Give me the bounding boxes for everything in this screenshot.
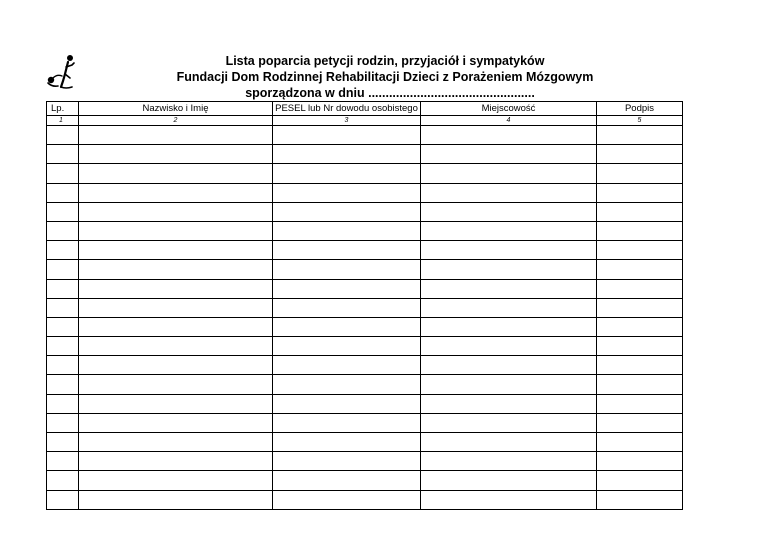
column-header-pesel: PESEL lub Nr dowodu osobistego [273, 102, 421, 116]
table-row [47, 337, 683, 356]
cell-signature[interactable] [597, 337, 683, 356]
cell-signature[interactable] [597, 202, 683, 221]
table-row [47, 413, 683, 432]
column-header-lp: Lp. [47, 102, 79, 116]
cell-lp[interactable] [47, 317, 79, 336]
cell-name[interactable] [79, 490, 273, 509]
cell-city[interactable] [421, 241, 597, 260]
table-row [47, 279, 683, 298]
cell-pesel[interactable] [273, 126, 421, 145]
cell-signature[interactable] [597, 375, 683, 394]
cell-name[interactable] [79, 337, 273, 356]
table-row [47, 241, 683, 260]
cell-pesel[interactable] [273, 433, 421, 452]
cell-pesel[interactable] [273, 394, 421, 413]
cell-name[interactable] [79, 375, 273, 394]
cell-pesel[interactable] [273, 221, 421, 240]
cell-city[interactable] [421, 164, 597, 183]
cell-lp[interactable] [47, 413, 79, 432]
cell-city[interactable] [421, 490, 597, 509]
cell-city[interactable] [421, 337, 597, 356]
cell-name[interactable] [79, 126, 273, 145]
cell-name[interactable] [79, 433, 273, 452]
cell-city[interactable] [421, 221, 597, 240]
foundation-logo-icon [44, 54, 84, 92]
table-row [47, 298, 683, 317]
cell-city[interactable] [421, 298, 597, 317]
petition-table [46, 101, 683, 510]
cell-pesel[interactable] [273, 241, 421, 260]
cell-signature[interactable] [597, 413, 683, 432]
cell-pesel[interactable] [273, 260, 421, 279]
cell-city[interactable] [421, 279, 597, 298]
table-row [47, 433, 683, 452]
cell-name[interactable] [79, 471, 273, 490]
cell-name[interactable] [79, 202, 273, 221]
cell-signature[interactable] [597, 241, 683, 260]
cell-name[interactable] [79, 298, 273, 317]
column-number-name: 2 [79, 116, 273, 126]
cell-city[interactable] [421, 126, 597, 145]
cell-signature[interactable] [597, 298, 683, 317]
cell-lp[interactable] [47, 241, 79, 260]
table-row [47, 452, 683, 471]
table-row [47, 145, 683, 164]
cell-name[interactable] [79, 317, 273, 336]
cell-pesel[interactable] [273, 183, 421, 202]
table-header-row [47, 102, 683, 116]
cell-city[interactable] [421, 452, 597, 471]
cell-name[interactable] [79, 164, 273, 183]
cell-name[interactable] [79, 145, 273, 164]
table-row [47, 490, 683, 509]
cell-pesel[interactable] [273, 164, 421, 183]
cell-pesel[interactable] [273, 375, 421, 394]
cell-lp[interactable] [47, 164, 79, 183]
cell-lp[interactable] [47, 490, 79, 509]
table-row [47, 221, 683, 240]
table-row [47, 202, 683, 221]
cell-pesel[interactable] [273, 356, 421, 375]
cell-signature[interactable] [597, 260, 683, 279]
cell-city[interactable] [421, 375, 597, 394]
column-number-row [47, 116, 683, 126]
cell-lp[interactable] [47, 221, 79, 240]
cell-name[interactable] [79, 221, 273, 240]
cell-name[interactable] [79, 241, 273, 260]
cell-name[interactable] [79, 183, 273, 202]
cell-signature[interactable] [597, 452, 683, 471]
column-number-signature: 5 [597, 116, 683, 126]
cell-lp[interactable] [47, 202, 79, 221]
cell-city[interactable] [421, 260, 597, 279]
cell-name[interactable] [79, 279, 273, 298]
cell-signature[interactable] [597, 183, 683, 202]
cell-lp[interactable] [47, 260, 79, 279]
cell-signature[interactable] [597, 126, 683, 145]
cell-name[interactable] [79, 452, 273, 471]
cell-pesel[interactable] [273, 490, 421, 509]
table-row [47, 126, 683, 145]
table-row [47, 375, 683, 394]
cell-city[interactable] [421, 183, 597, 202]
table-row [47, 183, 683, 202]
cell-city[interactable] [421, 145, 597, 164]
cell-lp[interactable] [47, 375, 79, 394]
cell-name[interactable] [79, 260, 273, 279]
cell-city[interactable] [421, 471, 597, 490]
table-row [47, 394, 683, 413]
table-row [47, 260, 683, 279]
table-row [47, 356, 683, 375]
cell-lp[interactable] [47, 298, 79, 317]
title-line-2: Fundacji Dom Rodzinnej Rehabilitacji Dzieci z Porażeniem Mózgowym [176, 70, 594, 84]
cell-signature[interactable] [597, 394, 683, 413]
column-header-signature: Podpis [597, 102, 683, 116]
column-header-name: Nazwisko i Imię [79, 102, 273, 116]
cell-pesel[interactable] [273, 452, 421, 471]
cell-lp[interactable] [47, 471, 79, 490]
cell-lp[interactable] [47, 452, 79, 471]
cell-city[interactable] [421, 433, 597, 452]
cell-lp[interactable] [47, 145, 79, 164]
cell-city[interactable] [421, 317, 597, 336]
table-row [47, 164, 683, 183]
cell-pesel[interactable] [273, 145, 421, 164]
cell-name[interactable] [79, 394, 273, 413]
column-number-city: 4 [421, 116, 597, 126]
title-line-1: Lista poparcia petycji rodzin, przyjaciół i sympatyków [225, 54, 545, 68]
cell-city[interactable] [421, 394, 597, 413]
cell-signature[interactable] [597, 317, 683, 336]
cell-signature[interactable] [597, 221, 683, 240]
cell-signature[interactable] [597, 279, 683, 298]
cell-pesel[interactable] [273, 202, 421, 221]
cell-signature[interactable] [597, 356, 683, 375]
cell-pesel[interactable] [273, 471, 421, 490]
cell-lp[interactable] [47, 356, 79, 375]
cell-signature[interactable] [597, 164, 683, 183]
cell-lp[interactable] [47, 183, 79, 202]
cell-name[interactable] [79, 413, 273, 432]
cell-pesel[interactable] [273, 413, 421, 432]
cell-signature[interactable] [597, 490, 683, 509]
cell-pesel[interactable] [273, 317, 421, 336]
cell-lp[interactable] [47, 337, 79, 356]
table-row [47, 471, 683, 490]
cell-name[interactable] [79, 356, 273, 375]
cell-signature[interactable] [597, 471, 683, 490]
column-header-city: Miejscowość [421, 102, 597, 116]
column-number-lp: 1 [47, 116, 79, 126]
column-number-pesel: 3 [273, 116, 421, 126]
document-title [150, 53, 620, 101]
cell-signature[interactable] [597, 433, 683, 452]
cell-pesel[interactable] [273, 298, 421, 317]
cell-lp[interactable] [47, 279, 79, 298]
cell-city[interactable] [421, 413, 597, 432]
table-row [47, 317, 683, 336]
cell-city[interactable] [421, 356, 597, 375]
cell-lp[interactable] [47, 126, 79, 145]
title-line-3: sporządzona w dniu ................................................ [245, 86, 535, 100]
cell-pesel[interactable] [273, 279, 421, 298]
cell-signature[interactable] [597, 145, 683, 164]
cell-lp[interactable] [47, 433, 79, 452]
cell-lp[interactable] [47, 394, 79, 413]
cell-pesel[interactable] [273, 337, 421, 356]
cell-city[interactable] [421, 202, 597, 221]
